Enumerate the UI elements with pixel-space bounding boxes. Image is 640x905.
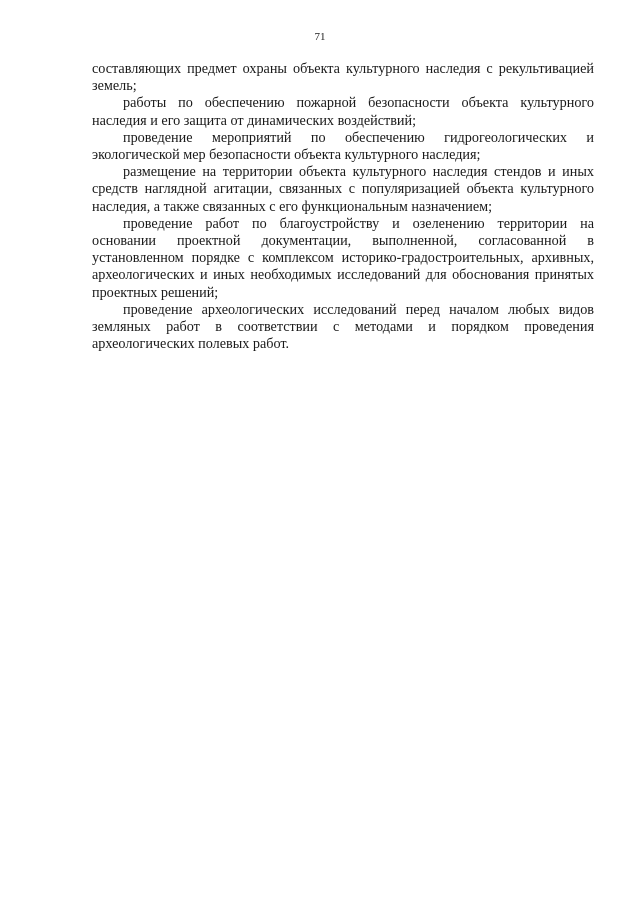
paragraph-fire-safety: работы по обеспечению пожарной безопасности объекта культурного наследия и его защита от динамических воздействий; xyxy=(92,95,594,129)
paragraph-archaeology: проведение археологических исследований перед началом любых видов земляных работ в соответствии с методами и порядком проведения археологических полевых работ. xyxy=(92,301,594,353)
document-body xyxy=(92,61,594,353)
paragraph-hydrogeology: проведение мероприятий по обеспечению гидрогеологических и экологической мер безопасности объекта культурного наследия; xyxy=(92,129,594,164)
paragraph-landscaping: проведение работ по благоустройству и озеленению территории на основании проектной документации, выполненной, согласованной в установленном порядке с комплексом историко-градостроительных, архивных, археологических и иных необходимых исследований для обоснования принятых проектных решений; xyxy=(92,215,594,301)
page-number: 71 xyxy=(314,31,326,43)
paragraph-continuation: составляющих предмет охраны объекта культурного наследия с рекультивацией земель; xyxy=(92,61,594,95)
paragraph-info-stands: размещение на территории объекта культурного наследия стендов и иных средств наглядной агитации, связанных с популяризацией объекта культурного наследия, а также связанных с его функциональным назначением; xyxy=(92,164,594,215)
